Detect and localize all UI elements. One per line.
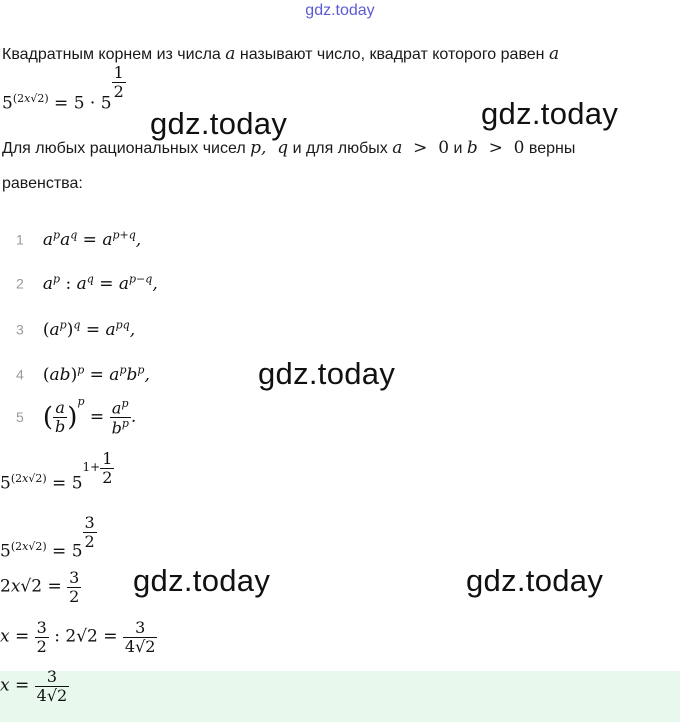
rule-number: 1 <box>16 231 24 248</box>
rules-intro-line-1 <box>2 138 575 158</box>
rules-intro-and2: и <box>453 140 463 157</box>
watermark-2: gdz.today <box>481 96 619 131</box>
equation-2: $5^{(2x√2)} = 5^{1+}$ $\frac{1}{2}$ <box>0 449 113 494</box>
rules-intro-end: верны <box>528 140 576 157</box>
rule-formula: $a^p$ : $a^q = a^{p-q}$, <box>42 272 158 294</box>
rule-number: 2 <box>16 275 24 292</box>
watermark-1: gdz.today <box>150 106 288 141</box>
math-pq: p, q <box>250 138 289 158</box>
rule-number: 5 <box>16 408 24 425</box>
rule-formula: ( $\frac{a}{b}$ )$^p$ = $\frac{a^p}{b^p}$ . <box>42 395 137 438</box>
answer-box <box>0 671 680 722</box>
definition-line <box>2 44 559 64</box>
rule-2 <box>16 272 158 294</box>
math-a: a <box>225 44 236 64</box>
watermark-4: gdz.today <box>133 563 271 598</box>
definition-text-mid: называют число, квадрат которого равен <box>239 46 545 63</box>
equation-1: $5^{(2x√2)} = 5 \cdot 5$ $\frac{1}{2}$ <box>2 63 124 114</box>
rules-intro-and: и для любых <box>292 140 388 157</box>
rule-3 <box>16 318 135 340</box>
math-a-end: a <box>548 44 560 64</box>
rule-number: 4 <box>16 366 24 383</box>
rule-number: 3 <box>16 321 24 338</box>
equation-5: x = $\frac{3}{2}$ : 2√2 = $\frac{3}{4√2}$ <box>0 618 156 656</box>
site-header[interactable]: gdz.today <box>305 2 375 19</box>
math-a-gt-0: a > 0 <box>392 138 450 158</box>
rule-4 <box>16 363 150 385</box>
watermark-3: gdz.today <box>258 356 396 391</box>
rule-formula: $a^pa^q = a^{p+q}$, <box>42 228 142 250</box>
math-b-gt-0: b > 0 <box>466 138 525 158</box>
rule-formula: $(a^p)^q = a^{pq}$, <box>42 318 136 340</box>
answer-equation: x = $\frac{3}{4√2}$ <box>0 667 68 705</box>
equation-3: $5^{(2x√2)} = 5$ $\frac{3}{2}$ <box>0 513 95 562</box>
equation-4: 2x√2 = $\frac{3}{2}$ <box>0 568 80 606</box>
rules-intro-line-2: равенства: <box>2 175 83 192</box>
definition-text-start: Квадратным корнем из числа <box>2 46 221 63</box>
watermark-5: gdz.today <box>466 563 604 598</box>
rule-1 <box>16 228 141 250</box>
rule-5 <box>16 395 137 438</box>
rules-intro-text: Для любых рациональных чисел <box>2 140 246 157</box>
rule-formula: $(ab)^p = a^pb^p$, <box>42 363 150 385</box>
